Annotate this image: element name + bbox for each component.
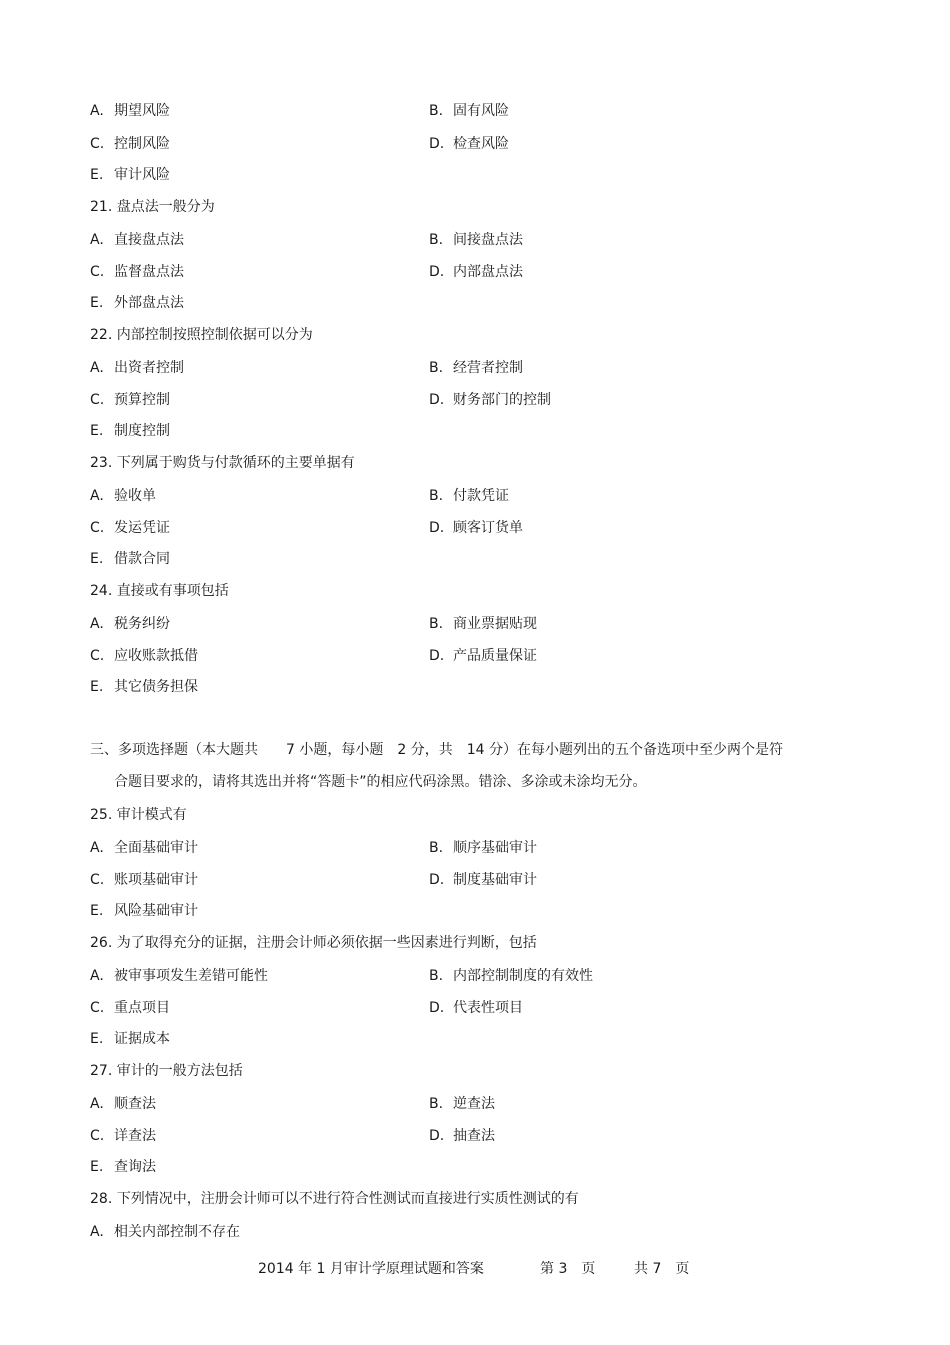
question-stem: 28. 下列情况中，注册会计师可以不进行符合性测试而直接进行实质性测试的有 bbox=[90, 1191, 579, 1207]
option-letter: E. bbox=[90, 551, 104, 567]
option-text: 其它债务担保 bbox=[114, 679, 198, 695]
option-text: 验收单 bbox=[114, 488, 156, 504]
footer-title: 2014 年 1 月审计学原理试题和答案 bbox=[258, 1261, 484, 1277]
section-heading: 三、多项选择题（本大题共 7 小题，每小题 2 分，共 14 分）在每小题列出的五个备选项中至少两个是符 bbox=[90, 742, 783, 758]
option-e bbox=[90, 678, 198, 696]
option-letter: A. bbox=[90, 232, 104, 248]
option-d bbox=[429, 391, 551, 409]
option-text: 应收账款抵借 bbox=[114, 648, 198, 664]
option-text: 账项基础审计 bbox=[114, 872, 198, 888]
option-text: 详查法 bbox=[114, 1128, 156, 1144]
option-text: 财务部门的控制 bbox=[453, 392, 551, 408]
option-text: 出资者控制 bbox=[114, 360, 184, 376]
option-e bbox=[90, 422, 170, 440]
question-stem: 21. 盘点法一般分为 bbox=[90, 199, 215, 215]
option-a bbox=[90, 967, 268, 985]
option-text: 固有风险 bbox=[453, 103, 509, 119]
option-a bbox=[90, 359, 184, 377]
option-text: 被审事项发生差错可能性 bbox=[114, 968, 268, 984]
option-letter: A. bbox=[90, 840, 104, 856]
option-letter: A. bbox=[90, 1224, 104, 1240]
option-text: 全面基础审计 bbox=[114, 840, 198, 856]
option-a bbox=[90, 487, 156, 505]
option-text: 控制风险 bbox=[114, 136, 170, 152]
option-letter: A. bbox=[90, 488, 104, 504]
option-text: 付款凭证 bbox=[453, 488, 509, 504]
option-letter: A. bbox=[90, 968, 104, 984]
footer-total-pages: 共 7 页 bbox=[634, 1261, 690, 1277]
question-stem: 25. 审计模式有 bbox=[90, 807, 187, 823]
question-stem: 22. 内部控制按照控制依据可以分为 bbox=[90, 327, 313, 343]
question-stem: 23. 下列属于购货与付款循环的主要单据有 bbox=[90, 455, 355, 471]
option-text: 查询法 bbox=[114, 1159, 156, 1175]
option-letter: B. bbox=[429, 103, 444, 119]
option-e bbox=[90, 1158, 156, 1176]
option-letter: C. bbox=[90, 648, 105, 664]
option-letter: E. bbox=[90, 679, 104, 695]
option-text: 产品质量保证 bbox=[453, 648, 537, 664]
option-text: 商业票据贴现 bbox=[453, 616, 537, 632]
option-c bbox=[90, 519, 170, 537]
option-text: 借款合同 bbox=[114, 551, 170, 567]
option-text: 顾客订货单 bbox=[453, 520, 523, 536]
option-text: 重点项目 bbox=[114, 1000, 170, 1016]
option-e bbox=[90, 902, 198, 920]
option-b bbox=[429, 615, 537, 633]
option-letter: E. bbox=[90, 423, 104, 439]
option-c bbox=[90, 647, 198, 665]
option-letter: D. bbox=[429, 264, 445, 280]
option-a bbox=[90, 1223, 240, 1241]
option-c bbox=[90, 871, 198, 889]
option-b bbox=[429, 359, 523, 377]
option-c bbox=[90, 135, 170, 153]
option-text: 逆查法 bbox=[453, 1096, 495, 1112]
option-letter: E. bbox=[90, 167, 104, 183]
option-a bbox=[90, 615, 170, 633]
option-d bbox=[429, 519, 523, 537]
option-letter: C. bbox=[90, 520, 105, 536]
option-text: 直接盘点法 bbox=[114, 232, 184, 248]
question-stem: 27. 审计的一般方法包括 bbox=[90, 1063, 243, 1079]
option-e bbox=[90, 166, 170, 184]
option-text: 外部盘点法 bbox=[114, 295, 184, 311]
option-text: 发运凭证 bbox=[114, 520, 170, 536]
option-b bbox=[429, 1095, 495, 1113]
option-letter: A. bbox=[90, 1096, 104, 1112]
question-stem: 24. 直接或有事项包括 bbox=[90, 583, 229, 599]
option-a bbox=[90, 231, 184, 249]
option-b bbox=[429, 487, 509, 505]
option-text: 证据成本 bbox=[114, 1031, 170, 1047]
option-text: 检查风险 bbox=[453, 136, 509, 152]
question-stem: 26. 为了取得充分的证据，注册会计师必须依据一些因素进行判断，包括 bbox=[90, 935, 537, 951]
option-letter: C. bbox=[90, 392, 105, 408]
option-letter: C. bbox=[90, 1128, 105, 1144]
option-d bbox=[429, 999, 523, 1017]
option-letter: C. bbox=[90, 1000, 105, 1016]
option-text: 风险基础审计 bbox=[114, 903, 198, 919]
option-letter: B. bbox=[429, 232, 444, 248]
option-letter: D. bbox=[429, 648, 445, 664]
option-letter: B. bbox=[429, 840, 444, 856]
option-d bbox=[429, 1127, 495, 1145]
option-letter: A. bbox=[90, 360, 104, 376]
section-instructions: 合题目要求的，请将其选出并将“答题卡”的相应代码涂黑。错涂、多涂或未涂均无分。 bbox=[114, 774, 647, 790]
option-d bbox=[429, 263, 523, 281]
option-text: 间接盘点法 bbox=[453, 232, 523, 248]
option-letter: C. bbox=[90, 872, 105, 888]
option-letter: A. bbox=[90, 616, 104, 632]
option-text: 抽查法 bbox=[453, 1128, 495, 1144]
option-c bbox=[90, 263, 184, 281]
option-e bbox=[90, 294, 184, 312]
option-c bbox=[90, 999, 170, 1017]
option-b bbox=[429, 967, 593, 985]
option-e bbox=[90, 550, 170, 568]
option-text: 预算控制 bbox=[114, 392, 170, 408]
option-letter: B. bbox=[429, 488, 444, 504]
option-letter: E. bbox=[90, 903, 104, 919]
option-d bbox=[429, 647, 537, 665]
option-letter: E. bbox=[90, 1159, 104, 1175]
option-letter: D. bbox=[429, 1000, 445, 1016]
option-text: 代表性项目 bbox=[453, 1000, 523, 1016]
option-b bbox=[429, 839, 537, 857]
option-letter: C. bbox=[90, 136, 105, 152]
option-letter: D. bbox=[429, 520, 445, 536]
option-letter: D. bbox=[429, 136, 445, 152]
option-a bbox=[90, 102, 170, 120]
option-c bbox=[90, 391, 170, 409]
option-text: 制度控制 bbox=[114, 423, 170, 439]
option-letter: C. bbox=[90, 264, 105, 280]
option-letter: B. bbox=[429, 360, 444, 376]
option-letter: B. bbox=[429, 1096, 444, 1112]
option-letter: D. bbox=[429, 872, 445, 888]
option-text: 顺查法 bbox=[114, 1096, 156, 1112]
option-text: 期望风险 bbox=[114, 103, 170, 119]
option-letter: A. bbox=[90, 103, 104, 119]
option-b bbox=[429, 102, 509, 120]
option-d bbox=[429, 871, 537, 889]
option-c bbox=[90, 1127, 156, 1145]
option-letter: B. bbox=[429, 616, 444, 632]
option-text: 顺序基础审计 bbox=[453, 840, 537, 856]
option-e bbox=[90, 1030, 170, 1048]
option-d bbox=[429, 135, 509, 153]
option-a bbox=[90, 839, 198, 857]
option-text: 内部控制制度的有效性 bbox=[453, 968, 593, 984]
option-letter: E. bbox=[90, 1031, 104, 1047]
option-text: 审计风险 bbox=[114, 167, 170, 183]
option-letter: D. bbox=[429, 392, 445, 408]
option-text: 监督盘点法 bbox=[114, 264, 184, 280]
footer-page-number: 第 3 页 bbox=[540, 1261, 596, 1277]
option-text: 税务纠纷 bbox=[114, 616, 170, 632]
option-text: 相关内部控制不存在 bbox=[114, 1224, 240, 1240]
option-text: 内部盘点法 bbox=[453, 264, 523, 280]
option-a bbox=[90, 1095, 156, 1113]
option-text: 制度基础审计 bbox=[453, 872, 537, 888]
option-letter: E. bbox=[90, 295, 104, 311]
option-text: 经营者控制 bbox=[453, 360, 523, 376]
option-b bbox=[429, 231, 523, 249]
option-letter: B. bbox=[429, 968, 444, 984]
option-letter: D. bbox=[429, 1128, 445, 1144]
